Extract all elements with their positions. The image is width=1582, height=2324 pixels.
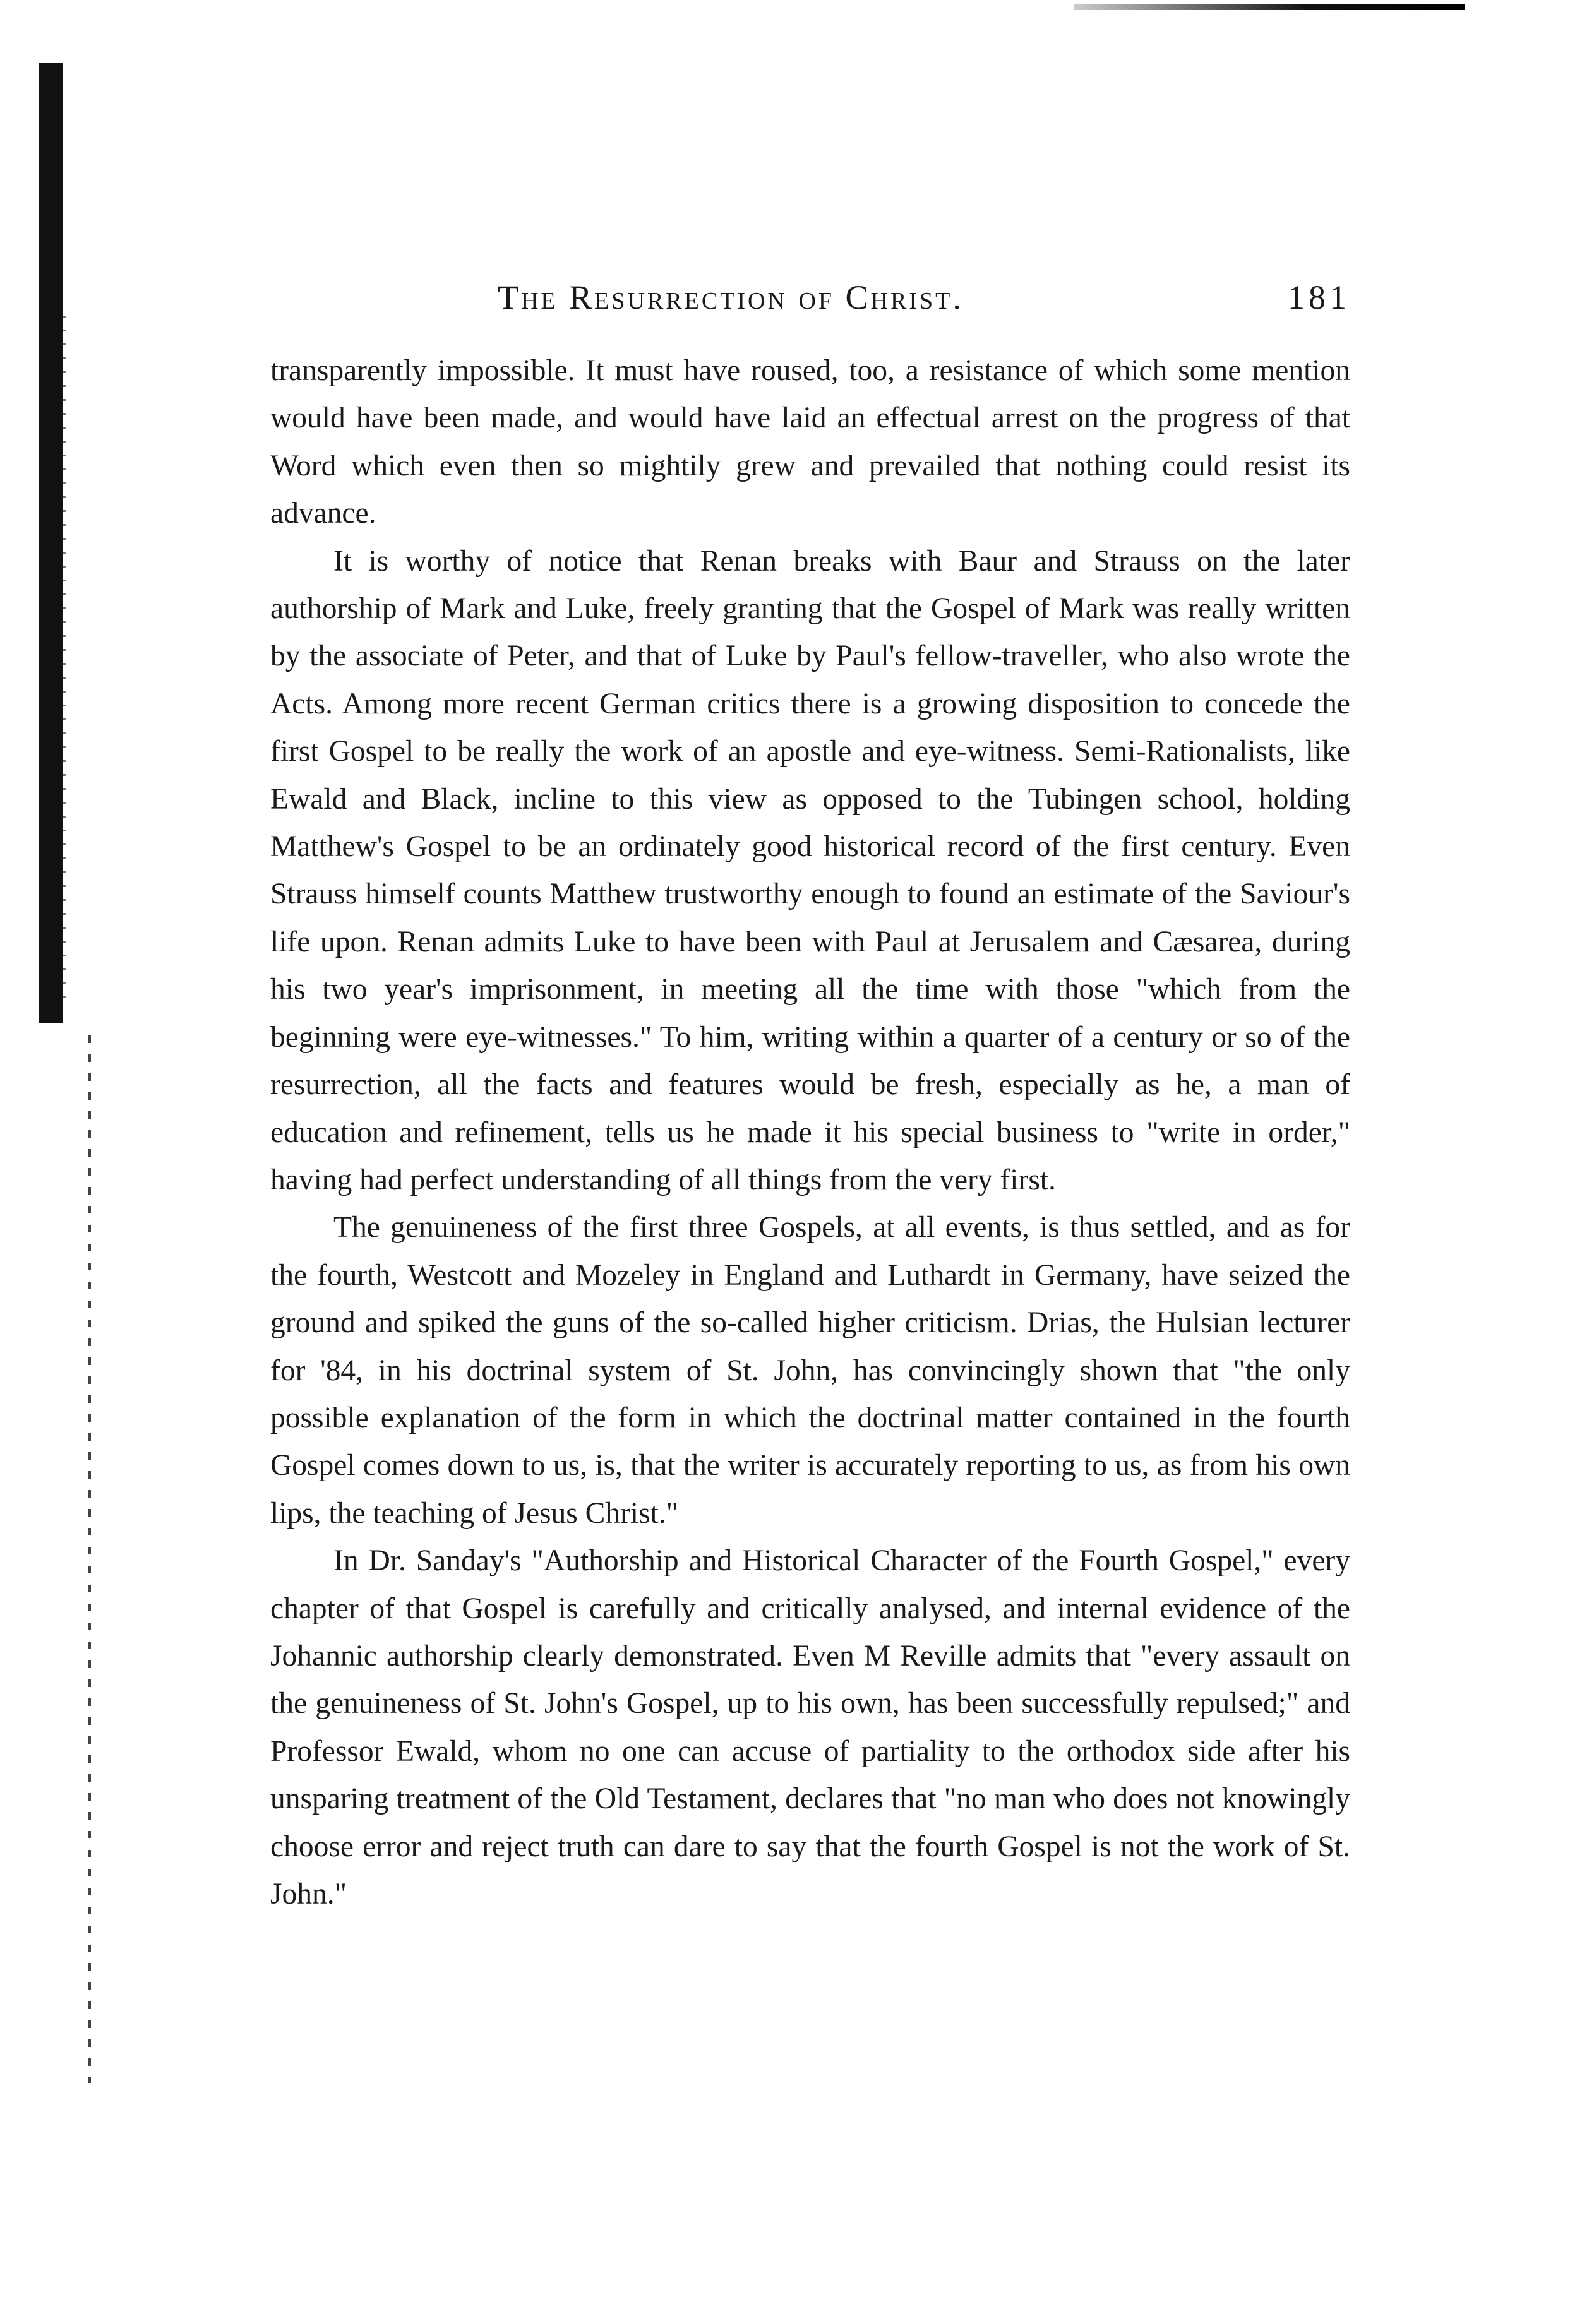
running-head: The Resurrection of Christ. — [498, 278, 964, 316]
paragraph-renan: It is worthy of notice that Renan breaks with Baur and Strauss on the later authorship of Mark and Luke, freely granting that the Gospel of Mark was really written by the associate of Peter, and that of Luke by Paul's fellow-traveller, who also wrote the Acts. Among more recent German critics there is a growing disposition to concede the first Gospel to be really the work of an apostle and eye-witness. Semi-Rationalists, like Ewald and Black, incline to this view as opposed to the Tubingen school, holding Matthew's Gospel to be an ordinately good historical record of the first century. Even Strauss himself counts Matthew trustworthy enough to found an estimate of the Saviour's life upon. Renan admits Luke to have been with Paul at Jerusalem and Cæsarea, during his two year's imprisonment, in meeting all the time with those "which from the beginning were eye-witnesses." To him, writing within a quarter of a century or so of the resurrection, all the facts and features would be fresh, especially as he, a man of education and refinement, tells us he made it his special business to "write in order," having had perfect understanding of all things from the very first. — [270, 544, 1350, 1196]
scanned-page-edge — [88, 1035, 91, 2083]
paragraph-continuation: transparently impossible. It must have roused, too, a resistance of which some mention would have been made, and would have laid an effectual arrest on the progress of that Word which even then so mightily grew and prevailed that nothing could resist its advance. — [270, 354, 1350, 530]
paragraph-genuineness: The genuineness of the first three Gospels, at all events, is thus settled, and as for the fourth, Westcott and Mozeley in England and Luthardt in Germany, have seized the ground and spiked the guns of the so-called higher criticism. Drias, the Hulsian lecturer for '84, in his doctrinal system of St. John, has convincingly shown that "the only possible explanation of the form in which the doctrinal matter contained in the fourth Gospel comes down to us, is, that the writer is accurately reporting to us, as from his own lips, the teaching of Jesus Christ." — [270, 1211, 1350, 1530]
book-page — [270, 278, 1350, 1918]
body-text — [270, 347, 1350, 1918]
page-number: 181 — [1288, 278, 1350, 316]
page-header — [270, 278, 1350, 347]
scanned-margin-specks — [63, 316, 66, 1010]
paragraph-sanday: In Dr. Sanday's "Authorship and Historical Character of the Fourth Gospel," every chapter of that Gospel is carefully and critically analysed, and internal evidence of the Johannic authorship clearly demonstrated. Even M Reville admits that "every assault on the genuineness of St. John's Gospel, up to his own, has been successfully repulsed;" and Professor Ewald, whom no one can accuse of partiality to the orthodox side after his unsparing treatment of the Old Testament, declares that "no man who does not knowingly choose error and reject truth can dare to say that the fourth Gospel is not the work of St. John." — [270, 1544, 1350, 1910]
top-edge-rule — [1074, 4, 1465, 10]
scanned-binding-shadow — [39, 63, 63, 1023]
